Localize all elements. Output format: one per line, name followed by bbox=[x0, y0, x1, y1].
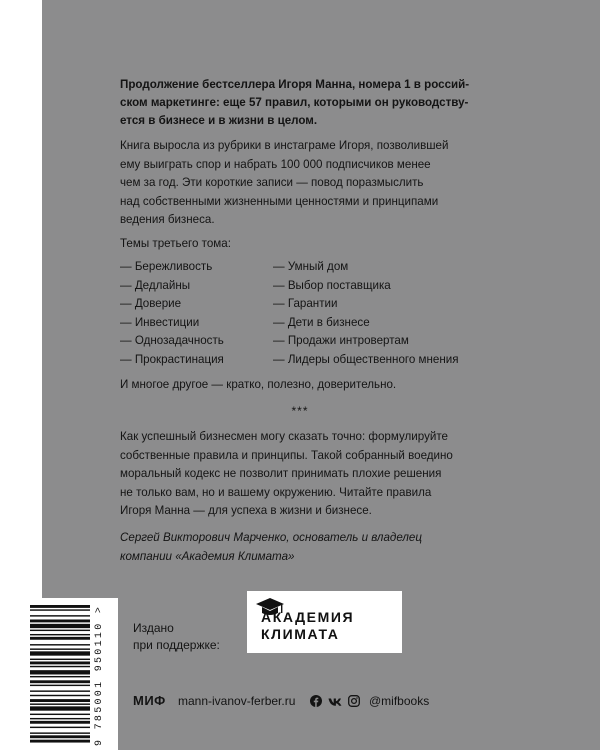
barcode-bar bbox=[30, 615, 90, 616]
quote-line: моральный кодекс не позволит принимать плохие решения bbox=[120, 467, 442, 480]
facebook-icon[interactable] bbox=[310, 695, 322, 707]
topic-item: — Однозадачность bbox=[120, 334, 224, 348]
topics-row bbox=[120, 334, 500, 353]
topic-item: — Доверие bbox=[120, 297, 182, 311]
sponsor-logo-line: КЛИМАТА bbox=[261, 626, 340, 642]
separator-stars: *** bbox=[291, 404, 309, 418]
barcode-bar bbox=[30, 676, 90, 677]
quote-line: собственные правила и принципы. Такой собранный воедино bbox=[120, 448, 453, 462]
lead-line: ском маркетинге: еще 57 правил, которыми он руководству- bbox=[120, 96, 469, 109]
publisher-logo: МИФ bbox=[133, 693, 166, 708]
lead-line: ется в бизнесе и в жизни в целом. bbox=[120, 114, 318, 127]
quote-line: Как успешный бизнесмен могу сказать точно: формулируйте bbox=[120, 430, 448, 443]
barcode-bar bbox=[30, 735, 90, 738]
topics-row bbox=[120, 353, 500, 372]
themes-label: Темы третьего тома: bbox=[120, 237, 231, 250]
barcode-bar bbox=[30, 680, 90, 683]
barcode-bar bbox=[30, 651, 90, 655]
topics-list bbox=[120, 260, 500, 372]
topic-item: — Продажи интровертам bbox=[273, 334, 409, 348]
barcode-bar bbox=[30, 609, 90, 610]
barcode-bar bbox=[30, 732, 90, 733]
signature-line: Сергей Викторович Марченко, основатель и владелец bbox=[120, 531, 423, 544]
barcode-bar bbox=[30, 695, 90, 696]
barcode-bar bbox=[30, 706, 90, 710]
more-text: И многое другое — кратко, полезно, доверительно. bbox=[120, 378, 397, 391]
intro-paragraph bbox=[120, 137, 480, 230]
topics-row bbox=[120, 279, 500, 298]
intro-line: чем за год. Эти короткие записи — повод поразмыслить bbox=[120, 176, 424, 189]
barcode-bar bbox=[30, 740, 90, 743]
sponsor-logo-text bbox=[261, 609, 354, 643]
topics-row bbox=[120, 260, 500, 279]
social-handle[interactable]: @mifbooks bbox=[369, 694, 430, 708]
barcode-bar bbox=[30, 727, 90, 728]
topic-item: — Дети в бизнесе bbox=[273, 315, 370, 329]
quote-line: Игоря Манна — для успеха в жизни и бизнесе. bbox=[120, 504, 372, 517]
intro-line: над собственными жизненными ценностями и принципами bbox=[120, 194, 439, 208]
barcode-bar bbox=[30, 699, 90, 702]
publisher-website[interactable]: mann-ivanov-ferber.ru bbox=[178, 694, 296, 708]
signature-line: компании «Академия Климата» bbox=[120, 550, 295, 563]
barcode-bar bbox=[30, 648, 90, 649]
topic-item: — Инвестиции bbox=[120, 315, 200, 329]
barcode-bar bbox=[30, 714, 90, 715]
intro-line: ведения бизнеса. bbox=[120, 213, 215, 226]
topic-item: — Лидеры общественного мнения bbox=[273, 352, 459, 366]
barcode-bar bbox=[30, 637, 90, 640]
topic-item: — Умный дом bbox=[273, 260, 349, 273]
barcode-bar bbox=[30, 670, 90, 674]
instagram-icon[interactable] bbox=[348, 695, 360, 707]
quote-paragraph bbox=[120, 428, 480, 521]
sponsor-logo bbox=[247, 591, 402, 653]
lead-line: Продолжение бестселлера Игоря Манна, номера 1 в россий- bbox=[120, 78, 470, 91]
barcode-bar bbox=[30, 661, 90, 664]
topic-item: — Дедлайны bbox=[120, 278, 191, 292]
quote-line: не только вам, но и вашему окружению. Читайте правила bbox=[120, 485, 432, 499]
sponsor-logo-line: АКАДЕМИЯ bbox=[261, 609, 355, 625]
topic-item: — Выбор поставщика bbox=[273, 278, 391, 292]
barcode-bar bbox=[30, 666, 90, 667]
barcode-bar bbox=[30, 644, 90, 645]
barcode-bar bbox=[30, 659, 90, 660]
barcode-bar bbox=[30, 624, 90, 628]
intro-line: ему выиграть спор и набрать 100 000 подписчиков менее bbox=[120, 157, 431, 171]
intro-line: Книга выросла из рубрики в инстаграме Игоря, позволившей bbox=[120, 139, 449, 152]
barcode-bar bbox=[30, 619, 90, 622]
support-label bbox=[133, 620, 220, 654]
topics-row bbox=[120, 316, 500, 335]
barcode-bar bbox=[30, 630, 90, 631]
vk-icon[interactable] bbox=[328, 696, 342, 708]
barcode-bar bbox=[30, 690, 90, 691]
barcode-bars bbox=[30, 603, 90, 746]
topic-item: — Бережливость bbox=[120, 260, 213, 273]
support-line: Издано bbox=[133, 621, 174, 635]
lead-paragraph bbox=[120, 76, 480, 130]
barcode-digits: 9 785001 950110 > bbox=[94, 604, 105, 746]
support-line: при поддержке: bbox=[133, 638, 220, 652]
barcode-bar bbox=[30, 685, 90, 686]
barcode-bar bbox=[30, 703, 90, 704]
quote-signature bbox=[120, 528, 480, 566]
barcode-bar bbox=[30, 634, 90, 635]
topics-row bbox=[120, 297, 500, 316]
barcode-bar bbox=[30, 721, 90, 724]
barcode-bar bbox=[30, 718, 90, 719]
topic-item: — Прокрастинация bbox=[120, 352, 224, 366]
isbn-barcode bbox=[18, 598, 118, 750]
barcode-bar bbox=[30, 605, 90, 608]
topic-item: — Гарантии bbox=[273, 297, 338, 311]
